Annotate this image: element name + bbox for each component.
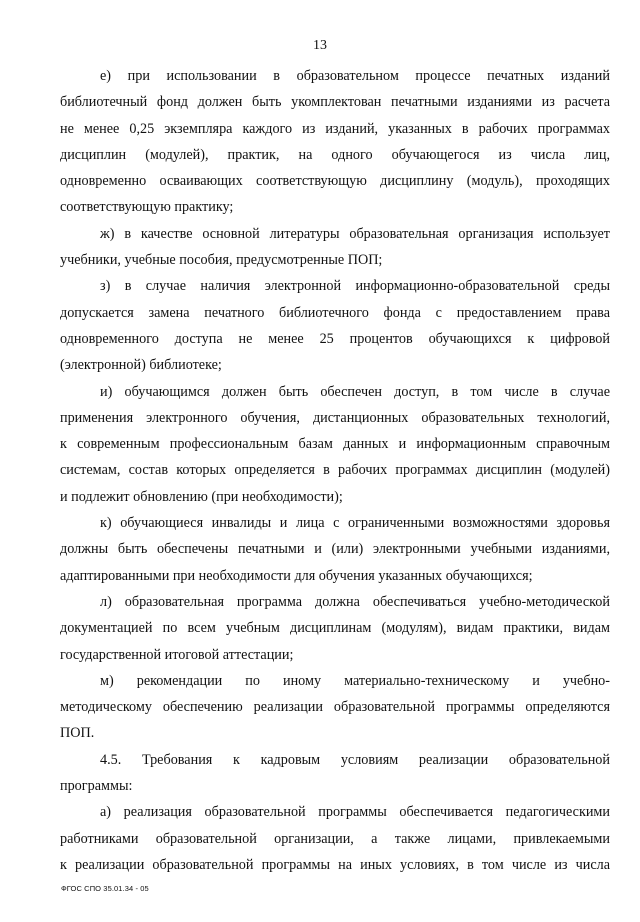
paragraph xyxy=(60,668,610,747)
paragraph xyxy=(60,221,610,274)
text-line: применения электронного обучения, дистанционных образовательных технологий, xyxy=(60,409,610,426)
text-line: должны быть обеспечены печатными и (или) электронными учебными изданиями, xyxy=(60,541,610,558)
text-line: дисциплин (модулей), практик, на одного обучающегося из числа лиц, xyxy=(60,146,610,163)
paragraph xyxy=(60,273,610,378)
text-line: м) рекомендации по иному материально-техническому и учебно- xyxy=(100,672,610,689)
paragraph xyxy=(60,63,610,221)
text-line: одновременно осваивающих соответствующую дисциплину (модуль), проходящих xyxy=(60,173,610,190)
paragraph xyxy=(60,379,610,510)
text-line: е) при использовании в образовательном процессе печатных изданий xyxy=(100,68,610,84)
text-line: учебники, учебные пособия, предусмотренные ПОП; xyxy=(60,252,383,269)
text-line: л) образовательная программа должна обеспечиваться учебно-методической xyxy=(100,593,610,610)
text-line: ж) в качестве основной литературы образовательная организация использует xyxy=(100,225,610,242)
text-line: а) реализация образовательной программы обеспечивается педагогическими xyxy=(100,804,610,821)
text-line: з) в случае наличия электронной информационно-образовательной среды xyxy=(100,278,610,295)
paragraph xyxy=(60,747,610,800)
text-line: и подлежит обновлению (при необходимости); xyxy=(60,488,343,505)
paragraph xyxy=(60,510,610,589)
paragraph xyxy=(60,799,610,878)
text-line: работниками образовательной организации, а также лицами, привлекаемыми xyxy=(60,830,610,847)
document-footer: ФГОС СПО 35.01.34 - 05 xyxy=(61,884,149,893)
text-line: соответствующую практику; xyxy=(60,199,234,216)
text-line: не менее 0,25 экземпляра каждого из изданий, указанных в рабочих программах xyxy=(60,120,610,137)
text-line: к современным профессиональным базам данных и информационным справочным xyxy=(60,436,610,453)
text-line: ПОП. xyxy=(60,725,95,742)
text-line: документацией по всем учебным дисциплинам (модулям), видам практики, видам xyxy=(60,620,610,637)
text-line: 4.5. Требования к кадровым условиям реализации образовательной xyxy=(100,751,610,768)
text-line: программы: xyxy=(60,778,133,795)
text-line: и) обучающимся должен быть обеспечен доступ, в том числе в случае xyxy=(100,383,610,400)
text-line: методическому обеспечению реализации образовательной программы определяются xyxy=(60,699,610,716)
text-line: одновременного доступа не менее 25 процентов обучающихся к цифровой xyxy=(60,330,610,347)
text-line: (электронной) библиотеке; xyxy=(60,357,222,374)
text-line: допускается замена печатного библиотечного фонда с предоставлением права xyxy=(60,304,610,321)
text-line: адаптированными при необходимости для обучения указанных обучающихся; xyxy=(60,567,533,584)
page-number: 13 xyxy=(313,38,327,53)
document-body xyxy=(60,63,610,878)
text-line: системам, состав которых определяется в рабочих программах дисциплин (модулей) xyxy=(60,462,610,479)
text-line: государственной итоговой аттестации; xyxy=(60,646,294,663)
text-line: к реализации образовательной программы на иных условиях, в том числе из числа xyxy=(60,856,610,873)
paragraph xyxy=(60,589,610,668)
text-line: к) обучающиеся инвалиды и лица с ограниченными возможностями здоровья xyxy=(100,515,610,532)
text-line: библиотечный фонд должен быть укомплектован печатными изданиями из расчета xyxy=(60,94,610,111)
